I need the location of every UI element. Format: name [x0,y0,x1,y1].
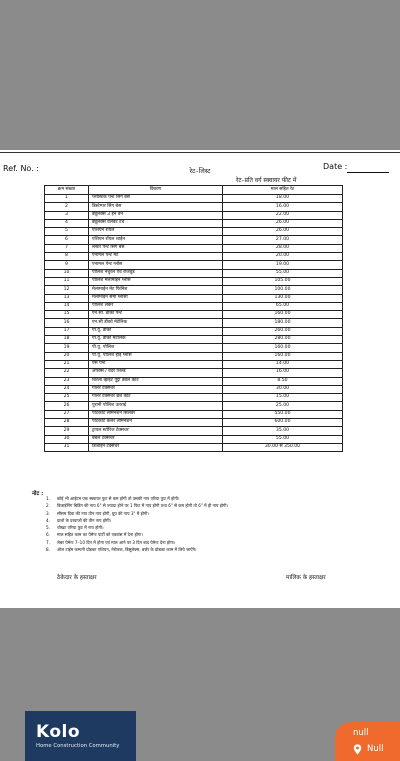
row-rate: 26.00 [223,219,343,227]
table-row [45,228,343,236]
header-serial: क्रम संख्या [45,186,89,195]
row-serial: 23 [45,377,89,385]
row-serial: 7 [45,244,89,252]
row-description: पी.यू. पोलिश [89,344,223,352]
table-row [45,302,343,310]
table-row [45,435,343,443]
row-description: पोलिश नेचुरल एवं रोजवुड [89,269,223,277]
table-row [45,269,343,277]
row-rate: 26.00 [223,228,343,236]
kolo-tagline: Home Construction Community [36,743,120,749]
table-row [45,410,343,418]
row-serial: 13 [45,294,89,302]
row-rate: 550.00 [223,410,343,418]
row-serial: 22 [45,369,89,377]
document-top-rule [0,152,400,153]
row-serial: 18 [45,336,89,344]
location-badge[interactable] [335,722,400,761]
row-serial: 21 [45,360,89,368]
row-serial: 2 [45,203,89,211]
table-row [45,419,343,427]
row-serial: 17 [45,327,89,335]
row-serial: 4 [45,219,89,227]
document-subtitle: रेट–प्रति वर्ग स्क्वायर फीट में [236,177,297,184]
row-rate: 19.00 [223,261,343,269]
row-rate: 30.00 [223,385,343,393]
note-item: 1. कोई भी आईटम एक स्क्वायर फुट से कम होगी तो उसकी नाप एरिया फुट में होगी। [46,496,180,501]
table-header-row [45,186,343,195]
row-rate: 65.00 [223,302,343,310]
row-serial: 31 [45,443,89,451]
row-serial: 12 [45,286,89,294]
row-description: पोलिश लेकर [89,302,223,310]
row-serial: 11 [45,277,89,285]
table-row [45,294,343,302]
row-description: ड्यूलेक्स 3 इन वन [89,211,223,219]
row-serial: 29 [45,427,89,435]
note-item: 4. दालों के दरवाजों की तीन नाप होगी। [46,517,112,523]
row-rate: 160.00 [223,344,343,352]
row-rate: 14.00 [223,360,343,368]
note-item: 5. चोखट एरिया फुट में नाप होगी। [46,525,104,531]
row-description: एन.सी. डीको पेन्ट [89,311,223,319]
row-description: पुरानी पोलिश उतराई [89,402,223,410]
row-serial: 28 [45,419,89,427]
row-rate: 25.00 [223,402,343,410]
header-rate: माल सहित रेट [223,186,343,195]
row-description: एनामल पेन्ट ग्लोस [89,261,223,269]
table-row [45,311,343,319]
row-description: ड्यूलेक्स वेलवेट टच [89,219,223,227]
table-row [45,336,343,344]
row-rate: 20.00 [223,253,343,261]
table-row [45,261,343,269]
note-item: 7. लेबर पेमेन्ट 7–10 दिन में होगा एवं माल आने पर 3 दिन बाद पेमेन्ट देना होगा। [46,539,176,545]
table-row [45,195,343,203]
row-rate: 280.00 [223,336,343,344]
table-row [45,236,343,244]
location-badge-title: null [353,728,369,738]
top-background [0,0,400,150]
row-serial: 5 [45,228,89,236]
table-row [45,253,343,261]
table-row [45,327,343,335]
row-description: मेलामाईन मेट फिनिश [89,286,223,294]
row-serial: 8 [45,253,89,261]
row-rate: 27.00 [223,236,343,244]
header-description: विवरण [89,186,223,195]
row-description: ट्रायल स्टोरिज टेक्सचर [89,427,223,435]
row-rate: 15.00 [223,394,343,402]
row-rate: 22.00 [223,211,343,219]
notes-list [46,495,366,553]
row-serial: 26 [45,402,89,410]
row-serial: 25 [45,394,89,402]
rate-table [44,185,343,452]
rate-list-document [0,150,400,608]
row-serial: 14 [45,302,89,310]
row-description: अपेक्स / वेदर शिल्ड [89,369,223,377]
row-rate: 600.00 [223,419,343,427]
row-description: लस्टर पेन्ट सिंग बेस [89,244,223,252]
table-row [45,394,343,402]
table-row [45,244,343,252]
ref-number-label: Ref. No. : [3,164,39,173]
location-pin-icon [353,744,362,755]
row-description: पी.यू. डीको [89,327,223,335]
row-rate: 260.00 [223,327,343,335]
table-row [45,443,343,451]
row-rate: 100.00 [223,286,343,294]
row-serial: 16 [45,319,89,327]
row-rate: 55.00 [223,435,343,443]
row-serial: 20 [45,352,89,360]
row-rate: 30.00 से 350.00 [223,443,343,451]
note-item: 8. ऑल टाईम कम्पनी प्रोडक्ट एशियन, नेरोलक, डिसूलेक्स, बर्जर के प्रोडक्ट काम में लिये जाऐंगे। [46,547,197,553]
row-serial: 24 [45,385,89,393]
note-item: 6. माल सहित काम का पेमेन्ट पार्टी को एडवांस में देना होगा। [46,532,143,538]
table-row [45,319,343,327]
table-row [45,360,343,368]
table-row [45,402,343,410]
table-row [45,427,343,435]
row-description: पी.यू. डीको मेटेलिक [89,336,223,344]
contractor-signature-label: ठेकेदार के हस्ताक्षर [57,575,97,581]
note-item: 3. सीसम दिवा की नाप तीन नाप होगी, ग्रुप की नाप 3" में होगी। [46,510,149,516]
row-serial: 30 [45,435,89,443]
row-description: बिरला व्हाईट पुट्टी डबल कोट [89,377,223,385]
date-label: Date : [323,162,348,171]
row-serial: 15 [45,311,89,319]
owner-signature-label: मालिक के हस्ताक्षर [286,575,326,581]
table-row [45,203,343,211]
row-description: मेलामाईन सेमी ग्लोसी [89,294,223,302]
row-rate: 160.00 [223,352,343,360]
row-serial: 19 [45,344,89,352]
row-description: एशियन रॉयल शाईन [89,236,223,244]
row-rate: 18.00 [223,195,343,203]
row-description: गोलर टेक्सचर [89,385,223,393]
row-description: एन.सी डीको मेटेलिक [89,319,223,327]
kolo-watermark [25,711,136,761]
table-row [45,211,343,219]
kolo-logo-text: Kolo [36,722,81,742]
row-description: प्लास्टिक पेन्ट सिंग बेस [89,195,223,203]
table-row [45,219,343,227]
row-description: पेंटिकोट लेमिनेशन सिलवर [89,410,223,418]
row-description: पेंटिकोट कलर लेमिनेशन [89,419,223,427]
row-description: एनामल पेन्ट मेट [89,253,223,261]
row-description: एस पेन्ट [89,360,223,368]
note-label: नोट : [32,491,44,497]
table-row [45,377,343,385]
note-item: 2. डिजाईनिंग बिडिंग की नाप 6" से ज्यादा होने पर 1 फिट में नाप होगी तथा 6" से कम होगी तो 6" में ही नाप होगी। [46,503,229,509]
row-description: पोलिश मेलामाईन ग्लोस [89,277,223,285]
table-row [45,385,343,393]
row-rate: 180.00 [223,319,343,327]
table-row [45,344,343,352]
row-rate: 16.00 [223,203,343,211]
row-serial: 3 [45,211,89,219]
table-row [45,352,343,360]
table-row [45,369,343,377]
row-rate: 130.00 [223,294,343,302]
document-title: रेट–लिस्ट [189,167,211,175]
row-serial: 27 [45,410,89,418]
row-serial: 9 [45,261,89,269]
row-rate: 35.00 [223,427,343,435]
row-description: एशियन रॉयल [89,228,223,236]
table-row [45,277,343,285]
row-rate: 16.00 [223,369,343,377]
row-rate: 28.00 [223,244,343,252]
row-description: बबल टेक्सचर [89,435,223,443]
location-badge-value: Null [367,744,384,754]
row-description: गोलर टेक्सचर ब्रश कोट [89,394,223,402]
row-serial: 1 [45,195,89,203]
row-description: डिजाईन टेक्सचर [89,443,223,451]
rate-table-body [45,195,343,452]
row-rate: 160.00 [223,311,343,319]
table-row [45,286,343,294]
row-description: पी.यू. पोलिश हाई ग्लोस [89,352,223,360]
row-description: डिस्टेम्पर सिंग बेस [89,203,223,211]
row-rate: 105.00 [223,277,343,285]
row-serial: 10 [45,269,89,277]
row-serial: 6 [45,236,89,244]
row-rate: 55.00 [223,269,343,277]
row-rate: 8.50 [223,377,343,385]
